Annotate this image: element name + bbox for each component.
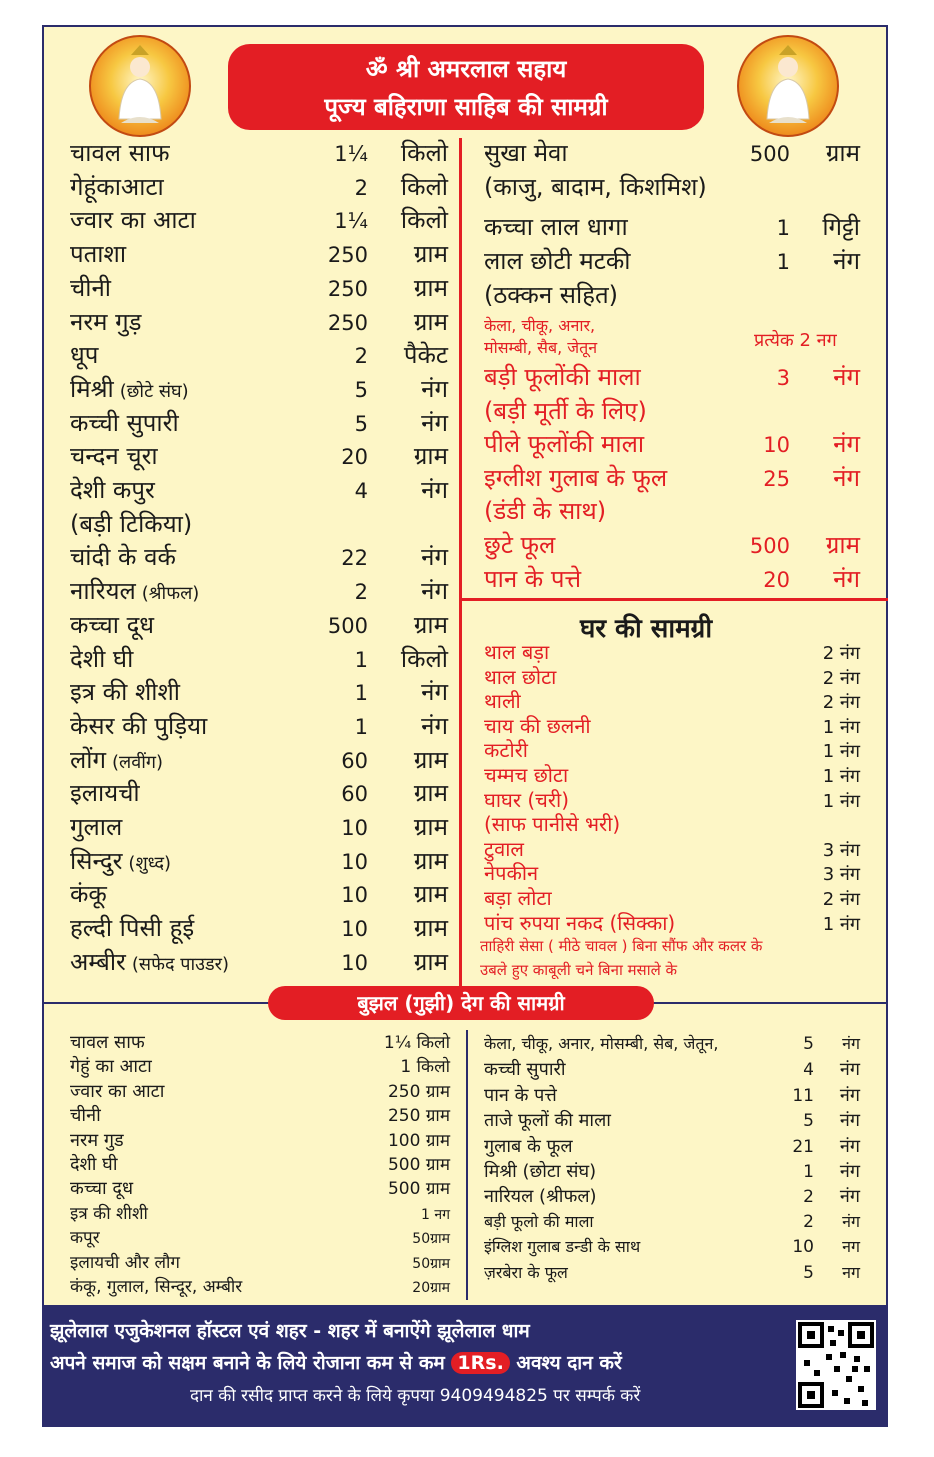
list-item: घाघर (चरी) 1 नंग: [484, 787, 860, 812]
deity-figure-icon: [739, 37, 837, 135]
list-item: ज्वार का आटा 250 ग्राम: [70, 1080, 450, 1102]
qr-code[interactable]: [796, 1320, 876, 1410]
list-item: लाल छोटी मटकी 1 नंग: [484, 247, 860, 275]
footer-line-3: दान की रसीद प्राप्त करने के लिये कृपया 9409494825 पर सम्पर्क करें: [190, 1386, 641, 1406]
list-item: बड़ी फूलोंकी माला 3 नंग: [484, 363, 860, 391]
list-item: छुटे फूल 500 ग्राम: [484, 531, 860, 559]
list-item: पीले फूलोंकी माला 10 नंग: [484, 430, 860, 459]
list-item: बड़ी फूलो की माला 2 नंग: [484, 1211, 860, 1232]
list-item: अम्बीर (सफेद पाउडर) 10 ग्राम: [70, 947, 448, 976]
deg-section-title: बुझल (गुझी) देग की सामग्री: [268, 986, 654, 1020]
list-item: बड़ा लोटा 2 नंग: [484, 886, 860, 910]
list-item: चम्मच छोटा 1 नंग: [484, 763, 860, 787]
title-line-1: ॐ श्री अमरलाल सहाय: [365, 55, 567, 83]
home-note-1: ताहिरी सेसा ( मीठे चावल ) बिना सौंफ और कलर के: [480, 937, 763, 955]
list-item: पांच रुपया नकद (सिक्का) 1 नंग: [484, 910, 860, 935]
list-item: नरम गुड़ 250 ग्राम: [70, 307, 448, 336]
list-item: कंकू, गुलाल, सिन्दूर, अम्बीर 20ग्राम: [70, 1277, 450, 1297]
deity-image-right: [737, 35, 839, 137]
column-divider: [459, 138, 462, 988]
list-item: गेहुं का आटा 1 किलो: [70, 1056, 450, 1078]
list-item: नेपकीन 3 नंग: [484, 861, 860, 886]
list-item: कच्चा लाल धागा 1 गिट्टी: [484, 213, 860, 241]
list-item: कच्चा दूध 500 ग्राम: [70, 1178, 450, 1200]
list-item: सुखा मेवा 500 ग्राम: [484, 139, 860, 167]
list-item: चाय की छलनी 1 नंग: [484, 713, 860, 738]
list-item: (डंडी के साथ): [484, 497, 607, 526]
list-item: कच्ची सुपारी 4 नंग: [484, 1059, 860, 1081]
list-item: ज्वार का आटा 1¼ किलो: [70, 206, 448, 235]
list-item: चीनी 250 ग्राम: [70, 273, 448, 302]
list-item: चांदी के वर्क 22 नंग: [70, 543, 448, 572]
donation-amount-badge: 1Rs.: [451, 1352, 509, 1374]
list-item: टुवाल 3 नंग: [484, 836, 860, 861]
list-item: मिश्री (छोटे संघ) 5 नंग: [70, 374, 448, 403]
deg-column-divider: [466, 1030, 468, 1300]
list-item: केला, चीकू, अनार, मोसम्बी, सेब, जेतून, 5 नंग: [484, 1034, 860, 1054]
list-item: नारियल (श्रीफल) 2 नंग: [70, 577, 448, 606]
list-item: कंकू 10 ग्राम: [70, 880, 448, 909]
list-item: इंग्लिश गुलाब डन्डी के साथ 10 नग: [484, 1237, 860, 1258]
list-item: इलायची 60 ग्राम: [70, 779, 448, 808]
footer-line-1: झूलेलाल एजुकेशनल हॉस्टल एवं शहर - शहर में बनाऐंगे झूलेलाल धाम: [50, 1320, 530, 1342]
list-item: (साफ पानीसे भरी): [484, 812, 621, 837]
list-item: इत्र की शीशी 1 नंग: [70, 678, 448, 707]
list-item: नरम गुड 100 ग्राम: [70, 1129, 450, 1151]
title-line-2: पूज्य बहिराणा साहिब की सामग्री: [324, 93, 608, 121]
home-section-divider: [462, 598, 888, 601]
list-item: देशी घी 1 किलो: [70, 644, 448, 673]
fruits-line-2: मोसम्बी, सैब, जेतून: [484, 338, 598, 357]
list-item: लोंग (लवींग) 60 ग्राम: [70, 745, 448, 774]
list-item: चन्दन चूरा 20 ग्राम: [70, 442, 448, 471]
list-item: चावल साफ 1¼ किलो: [70, 1032, 450, 1053]
deity-figure-icon: [91, 37, 189, 135]
list-item: ज़रबेरा के फूल 5 नग: [484, 1262, 860, 1283]
list-item: मिश्री (छोटा संघ) 1 नंग: [484, 1161, 860, 1182]
list-item: पान के पत्ते 20 नंग: [484, 564, 860, 593]
list-item: हल्दी पिसी हूई 10 ग्राम: [70, 914, 448, 943]
list-item: कपूर 50ग्राम: [70, 1228, 450, 1249]
fruits-line-1: केला, चीकू, अनार,: [484, 316, 596, 335]
list-item: देशी घी 500 ग्राम: [70, 1154, 450, 1175]
qr-code-icon: [796, 1320, 876, 1410]
footer-line-2: अपने समाज को सक्षम बनाने के लिये रोजाना कम से कम 1Rs. अवश्य दान करें: [50, 1352, 622, 1374]
list-item: गेहूंकाआटा 2 किलो: [70, 172, 448, 201]
list-item: थाल छोटा 2 नंग: [484, 664, 860, 689]
list-item: नारियल (श्रीफल) 2 नंग: [484, 1186, 860, 1208]
fruits-quantity: प्रत्येक 2 नग: [754, 330, 837, 351]
list-item: इलायची और लौग 50ग्राम: [70, 1252, 450, 1273]
list-item: (बड़ी टिकिया): [70, 509, 193, 538]
list-item: इत्र की शीशी 1 नग: [70, 1203, 450, 1224]
list-item: पान के पत्ते 11 नंग: [484, 1084, 860, 1106]
list-item: पताशा 250 ग्राम: [70, 240, 448, 269]
list-item: चावल साफ 1¼ किलो: [70, 139, 448, 167]
list-item: चीनी 250 ग्राम: [70, 1105, 450, 1127]
list-item: गुलाब के फूल 21 नंग: [484, 1135, 860, 1157]
list-item: (बड़ी मूर्ती के लिए): [484, 396, 647, 425]
list-item: थाली 2 नंग: [484, 689, 860, 714]
list-item-detail: (काजु, बादाम, किशमिश): [484, 173, 707, 201]
list-item: कच्चा दूध 500 ग्राम: [70, 610, 448, 639]
list-item: गुलाल 10 ग्राम: [70, 813, 448, 841]
list-item: ताजे फूलों की माला 5 नंग: [484, 1110, 860, 1132]
footer-banner: [42, 1305, 888, 1427]
home-note-2: उबले हुए काबूली चने बिना मसाले के: [480, 961, 678, 979]
list-item: कटोरी 1 नंग: [484, 738, 860, 763]
deity-image-left: [89, 35, 191, 137]
list-item-detail: (ठक्कन सहित): [484, 281, 618, 309]
list-item: केसर की पुड़िया 1 नंग: [70, 711, 448, 740]
title-banner: [228, 44, 704, 130]
list-item: थाल बड़ा 2 नंग: [484, 640, 860, 664]
list-item: इग्लीश गुलाब के फूल 25 नंग: [484, 463, 860, 492]
home-section-title: घर की सामग्री: [580, 614, 713, 644]
list-item: सिन्दुर (शुध्द) 10 ग्राम: [70, 846, 448, 875]
list-item: देशी कपुर 4 नंग: [70, 476, 448, 504]
list-item: कच्ची सुपारी 5 नंग: [70, 408, 448, 437]
list-item: धूप 2 पैकेट: [70, 341, 448, 370]
